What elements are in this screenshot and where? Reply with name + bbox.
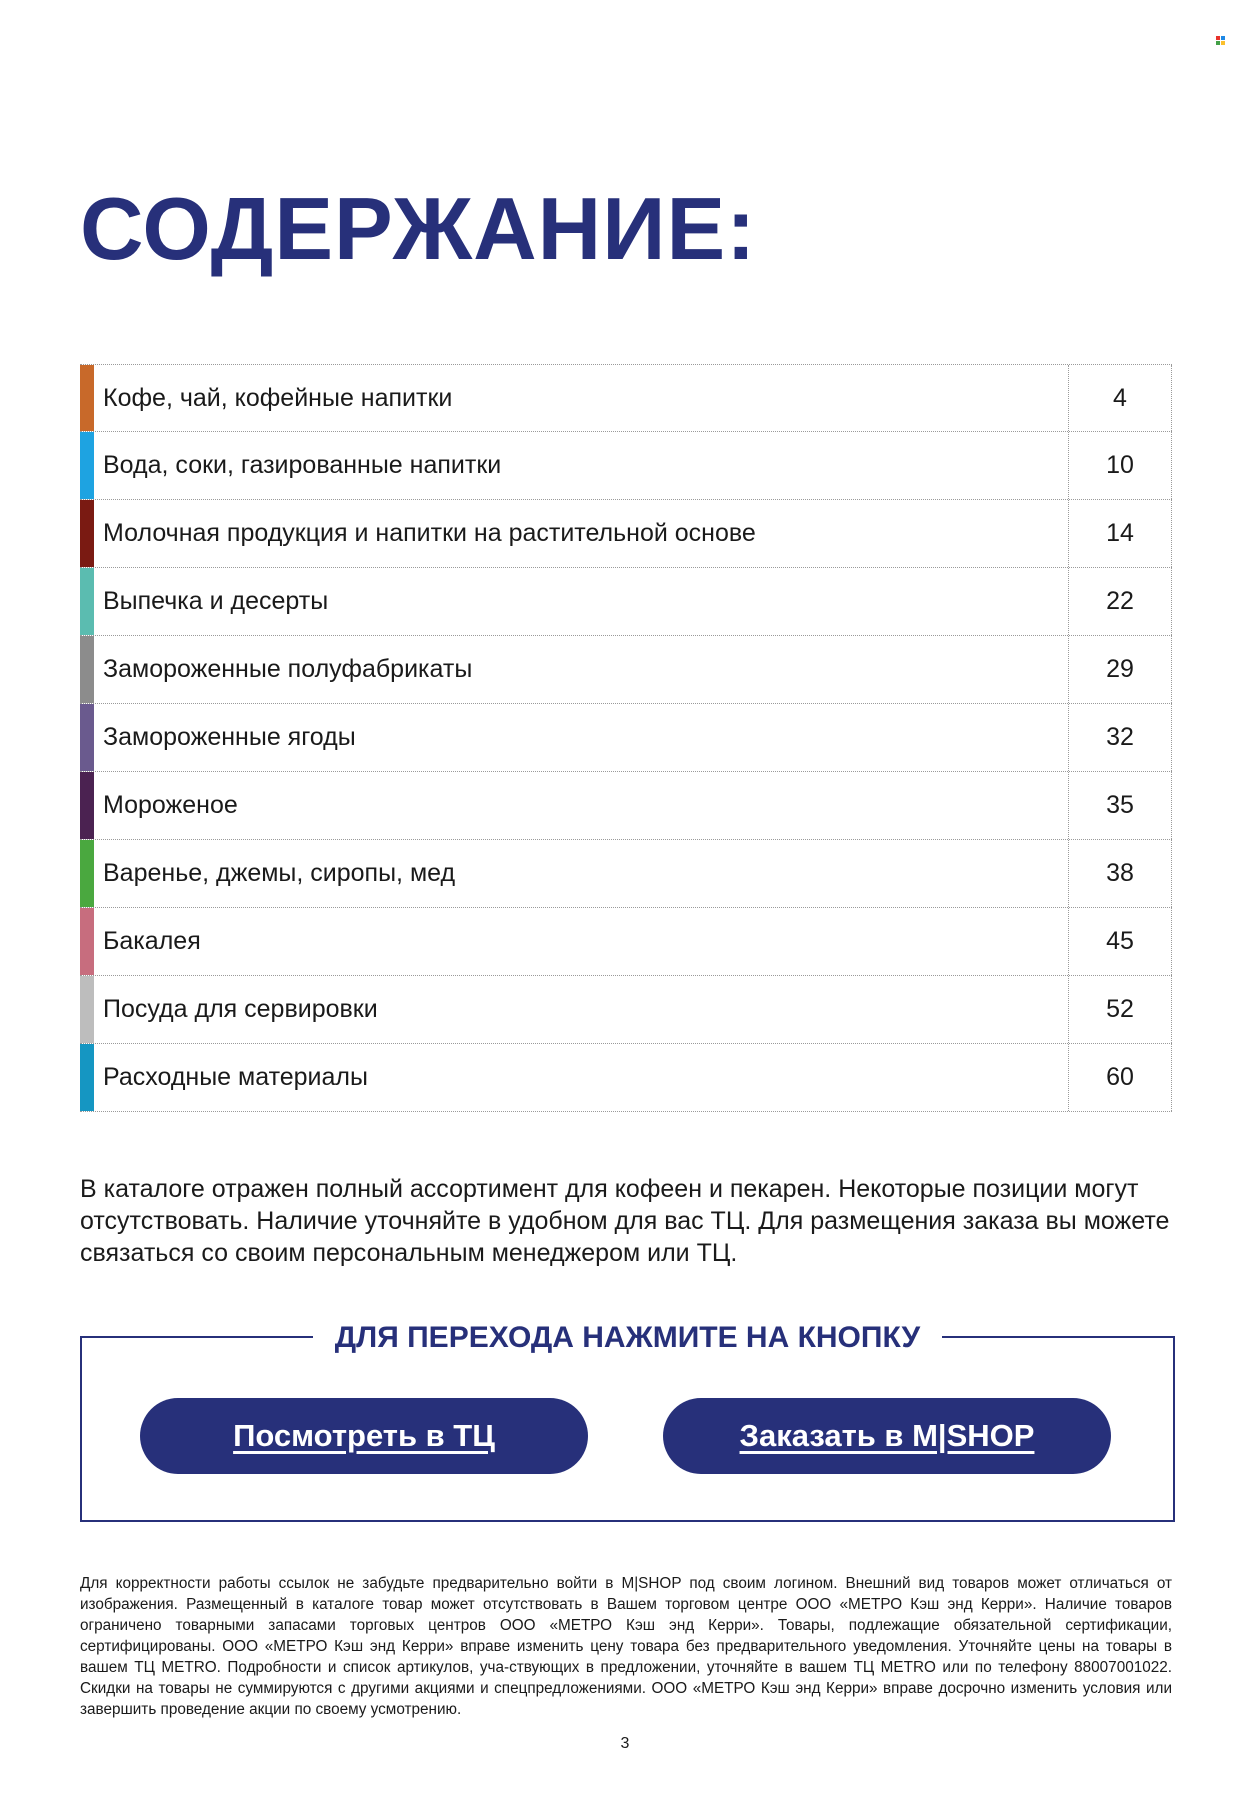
toc-page-number: 32 xyxy=(1068,704,1172,771)
cta-box xyxy=(80,1321,1175,1522)
toc-page-number: 45 xyxy=(1068,908,1172,975)
toc-section-label: Мороженое xyxy=(103,791,238,819)
toc-section-label: Варенье, джемы, сиропы, мед xyxy=(103,859,456,887)
toc-color-bar xyxy=(80,432,94,499)
toc-section-label: Молочная продукция и напитки на растительной основе xyxy=(103,519,756,547)
toc-color-bar xyxy=(80,500,94,567)
toc-row[interactable] xyxy=(80,908,1172,976)
toc-row[interactable] xyxy=(80,772,1172,840)
toc-page-number: 38 xyxy=(1068,840,1172,907)
toc-color-bar xyxy=(80,976,94,1043)
page-title: СОДЕРЖАНИЕ: xyxy=(80,179,757,278)
toc-color-bar xyxy=(80,568,94,635)
toc-color-bar xyxy=(80,636,94,703)
toc-color-bar xyxy=(80,1044,94,1111)
toc-color-bar xyxy=(80,704,94,771)
toc-color-bar xyxy=(80,908,94,975)
toc-color-bar xyxy=(80,840,94,907)
toc-section-label: Бакалея xyxy=(103,927,201,955)
toc-section-label: Замороженные ягоды xyxy=(103,723,356,751)
toc-page-number: 4 xyxy=(1068,365,1172,431)
toc-row[interactable] xyxy=(80,568,1172,636)
corner-logo-dot xyxy=(1221,41,1225,45)
toc-page-number: 14 xyxy=(1068,500,1172,567)
legal-disclaimer: Для корректности работы ссылок не забудьте предварительно войти в M|SHOP под своим логином. Внешний вид товаров может отличаться от изображения. Размещенный в каталоге товар может отсутствовать в Вашем торговом центре ООО «МЕТРО Кэш энд Керри». Наличие товаров ограничено товарными запасами торговых центров ООО «МЕТРО Кэш энд Керри». Товары, подлежащие обязательной сертификации, сертифицированы. ООО «МЕТРО Кэш энд Керри» вправе изменить цену товара без предварительного уведомления. Уточняйте цены на товары в вашем ТЦ METRO. Подробности и список артикулов, уча-ствующих в предложении, уточняйте в вашем ТЦ METRO или по телефону 88007001022. Скидки на товары не суммируются с другими акциями и спецпредложениями. ООО «МЕТРО Кэш энд Керри» вправе досрочно изменить условия или завершить проведение акции по своему усмотрению. xyxy=(80,1575,1172,1718)
toc-row[interactable] xyxy=(80,1044,1172,1112)
toc-page-number: 60 xyxy=(1068,1044,1172,1111)
toc-row[interactable] xyxy=(80,500,1172,568)
toc-row[interactable] xyxy=(80,432,1172,500)
cta-heading: ДЛЯ ПЕРЕХОДА НАЖМИТЕ НА КНОПКУ xyxy=(313,1318,942,1358)
table-of-contents xyxy=(80,364,1172,1112)
toc-row[interactable] xyxy=(80,636,1172,704)
page-number: 3 xyxy=(620,1735,630,1752)
toc-section-label: Посуда для сервировки xyxy=(103,995,378,1023)
view-in-store-button[interactable]: Посмотреть в ТЦ xyxy=(140,1398,588,1474)
corner-logo-dot xyxy=(1216,36,1220,40)
corner-logo-dot xyxy=(1216,41,1220,45)
toc-row[interactable] xyxy=(80,840,1172,908)
toc-color-bar xyxy=(80,772,94,839)
toc-section-label: Выпечка и десерты xyxy=(103,587,329,615)
order-in-mishop-button[interactable]: Заказать в M|SHOP xyxy=(663,1398,1111,1474)
toc-page-number: 10 xyxy=(1068,432,1172,499)
toc-page-number: 29 xyxy=(1068,636,1172,703)
toc-row[interactable] xyxy=(80,704,1172,772)
toc-row[interactable] xyxy=(80,976,1172,1044)
toc-row[interactable] xyxy=(80,364,1172,432)
toc-page-number: 35 xyxy=(1068,772,1172,839)
toc-section-label: Замороженные полуфабрикаты xyxy=(103,655,473,683)
corner-logo-icon xyxy=(1216,36,1226,46)
toc-page-number: 52 xyxy=(1068,976,1172,1043)
corner-logo-dot xyxy=(1221,36,1225,40)
cta-heading-wrap xyxy=(82,1318,1173,1358)
toc-section-label: Кофе, чай, кофейные напитки xyxy=(103,383,453,412)
catalog-notice: В каталоге отражен полный ассортимент для кофеен и пекарен. Некоторые позиции могут отсутствовать. Наличие уточняйте в удобном для вас ТЦ. Для размещения заказа вы можете связаться со своим персональным менеджером или ТЦ. xyxy=(80,1175,1170,1267)
toc-section-label: Расходные материалы xyxy=(103,1063,368,1091)
toc-section-label: Вода, соки, газированные напитки xyxy=(103,451,502,479)
toc-page-number: 22 xyxy=(1068,568,1172,635)
toc-color-bar xyxy=(80,365,94,431)
